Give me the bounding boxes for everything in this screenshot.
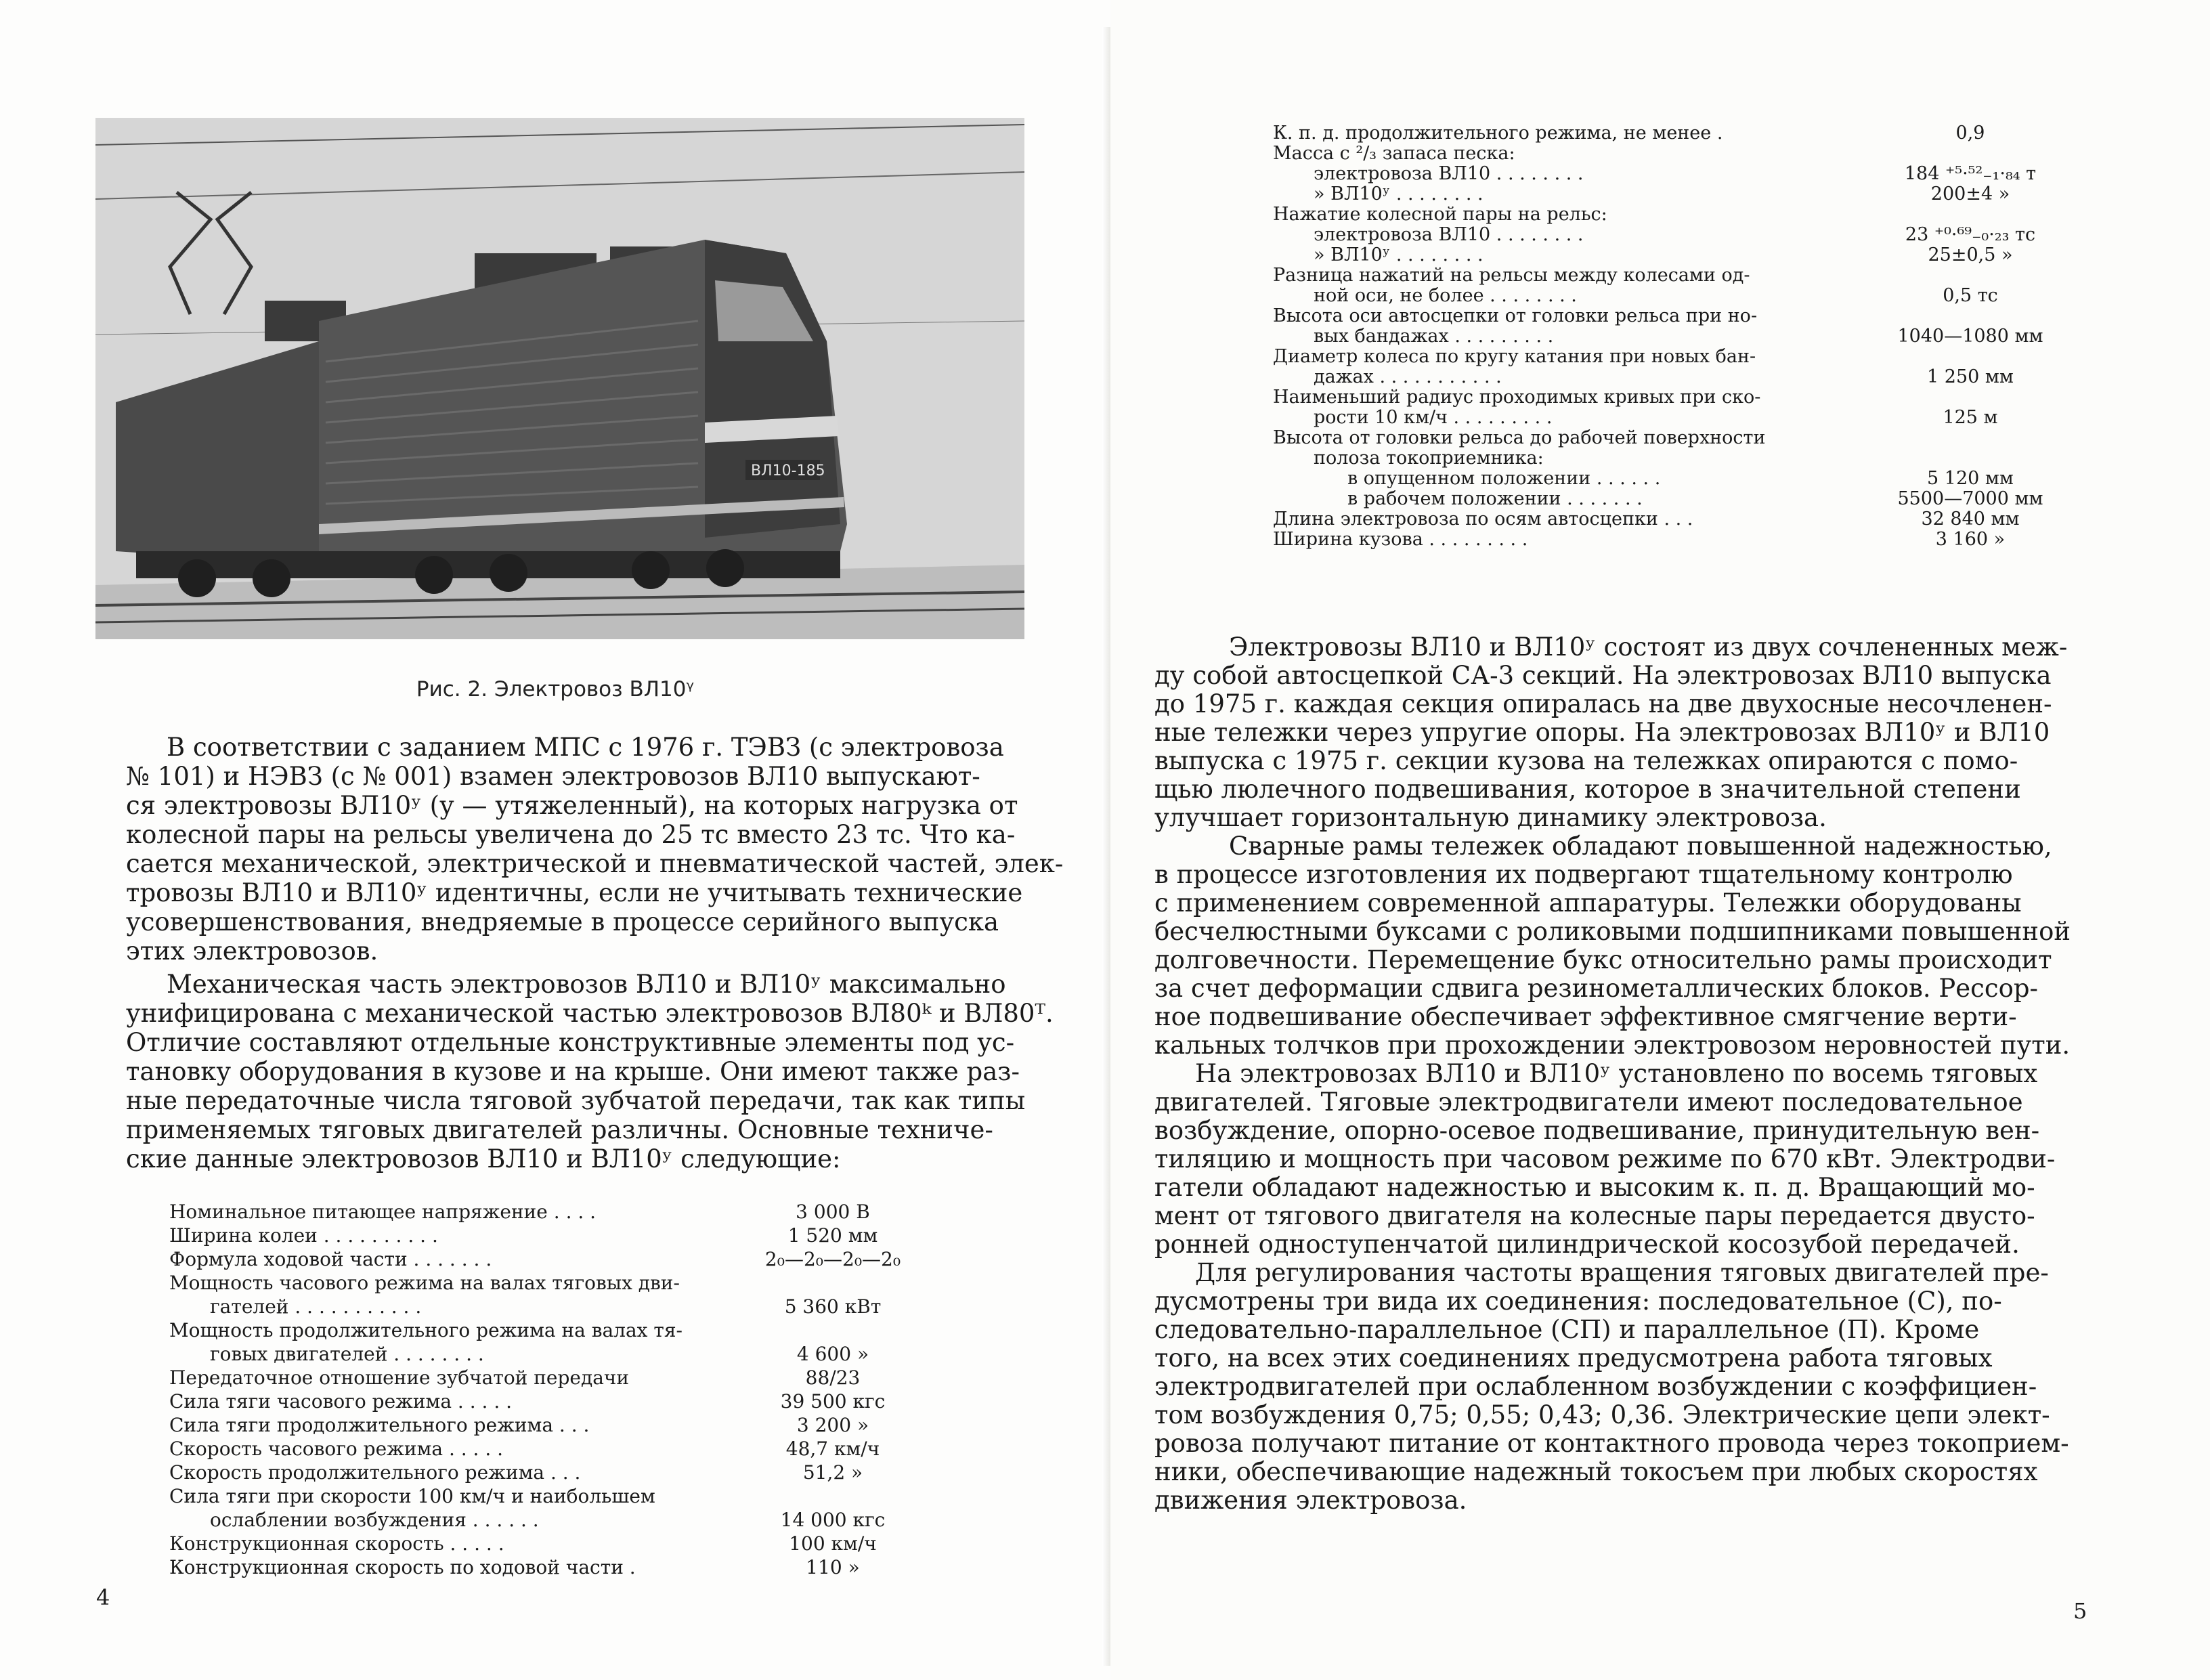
spec-value: 125 м bbox=[1943, 407, 1998, 428]
spec-row bbox=[1273, 306, 2072, 326]
text-line: дусмотрены три вида их соединения: последовательное (С), по- bbox=[1154, 1287, 2002, 1316]
text-line: долговечности. Перемещение букс относительно рамы происходит bbox=[1154, 945, 2052, 974]
spec-value: 88/23 bbox=[805, 1366, 861, 1389]
spec-value: 3 200 » bbox=[796, 1414, 869, 1436]
locomotive-photo bbox=[95, 118, 1024, 639]
spec-label: Конструкционная скорость по ходовой части . bbox=[169, 1556, 636, 1578]
spec-label: Мощность продолжительного режима на валах тя- bbox=[169, 1319, 682, 1341]
spec-row bbox=[169, 1342, 914, 1366]
spec-label: говых двигателей . . . . . . . . bbox=[210, 1343, 484, 1365]
spec-row bbox=[1273, 448, 2072, 469]
spec-label: Мощность часового режима на валах тяговых дви- bbox=[169, 1272, 680, 1294]
spec-row bbox=[169, 1224, 914, 1247]
text-line: сается механической, электрической и пневматической частей, элек- bbox=[126, 849, 1064, 878]
spec-value: 1 520 мм bbox=[787, 1224, 878, 1247]
text-line: бесчелюстными буксами с роликовыми подшипниками повышенной bbox=[1154, 917, 2071, 946]
spec-row bbox=[169, 1200, 914, 1224]
page-number: 4 bbox=[96, 1585, 110, 1610]
text-line: ские данные электровозов ВЛ10 и ВЛ10ʸ следующие: bbox=[126, 1144, 841, 1173]
spec-row bbox=[1273, 225, 2072, 245]
spec-value: 51,2 » bbox=[802, 1461, 863, 1484]
text-line: возбуждение, опорно-осевое подвешивание, принудительную вен- bbox=[1154, 1116, 2040, 1145]
spec-row bbox=[1273, 204, 2072, 225]
spec-label: Высота оси автосцепки от головки рельса при но- bbox=[1273, 305, 1758, 326]
text-line: применяемых тяговых двигателей различны. Основные техниче- bbox=[126, 1115, 993, 1144]
spec-label: Формула ходовой части . . . . . . . bbox=[169, 1248, 492, 1270]
spec-row bbox=[169, 1247, 914, 1271]
spec-value: 2₀—2₀—2₀—2₀ bbox=[764, 1248, 901, 1270]
text-line: ные тележки через упругие опоры. На электровозах ВЛ10ʸ и ВЛ10 bbox=[1154, 718, 2050, 747]
paragraph-motors bbox=[1154, 1060, 2116, 1259]
text-line: тровозы ВЛ10 и ВЛ10ʸ идентичны, если не учитывать технические bbox=[126, 878, 1023, 907]
spec-row bbox=[169, 1508, 914, 1532]
spec-label: вых бандажах . . . . . . . . . bbox=[1314, 326, 1554, 347]
text-line: за счет деформации сдвига резинометаллических блоков. Рессор- bbox=[1154, 974, 2039, 1003]
paragraph-bogies bbox=[1154, 832, 2116, 1060]
technical-specs-table bbox=[169, 1200, 914, 1579]
spec-label: Конструкционная скорость . . . . . bbox=[169, 1532, 504, 1555]
spec-row bbox=[1273, 326, 2072, 347]
spec-value: 1040—1080 мм bbox=[1897, 326, 2043, 347]
spec-label: электровоза ВЛ10 . . . . . . . . bbox=[1314, 224, 1584, 245]
number-plate: ВЛ10-185 bbox=[751, 462, 825, 479]
spec-label: рости 10 км/ч . . . . . . . . . bbox=[1314, 407, 1553, 428]
text-line: В соответствии с заданием МПС с 1976 г. ТЭВЗ (с электровоза bbox=[167, 733, 1004, 762]
text-line: следовательно-параллельное (СП) и параллельное (П). Кроме bbox=[1154, 1315, 1980, 1344]
text-line: щью люлечного подвешивания, которое в значительной степени bbox=[1154, 775, 2021, 804]
spec-label: Сила тяги продолжительного режима . . . bbox=[169, 1414, 590, 1436]
spec-row bbox=[1273, 530, 2072, 550]
spec-row bbox=[1273, 509, 2072, 530]
spec-value: 184 ⁺⁵·⁵²₋₁·₈₄ т bbox=[1904, 163, 2037, 184]
spec-row bbox=[1273, 123, 2072, 144]
spec-label: » ВЛ10ʸ . . . . . . . . bbox=[1314, 244, 1483, 265]
spec-label: полоза токоприемника: bbox=[1314, 448, 1544, 469]
spec-value: 39 500 кгс bbox=[780, 1390, 886, 1413]
text-line: ники, обеспечивающие надежный токосъем при любых скоростях bbox=[1154, 1457, 2038, 1486]
spec-label: К. п. д. продолжительного режима, не менее . bbox=[1273, 123, 1723, 144]
spec-row bbox=[1273, 265, 2072, 286]
spec-value: 23 ⁺⁰·⁶⁹₋₀·₂₃ тс bbox=[1905, 224, 2036, 245]
spec-label: Передаточное отношение зубчатой передачи bbox=[169, 1366, 630, 1389]
spec-value: 3 160 » bbox=[1935, 529, 2006, 550]
spec-row bbox=[1273, 367, 2072, 387]
spec-label: в опущенном положении . . . . . . bbox=[1347, 468, 1661, 489]
spec-label: Высота от головки рельса до рабочей поверхности bbox=[1273, 427, 1766, 448]
text-line: этих электровозов. bbox=[126, 936, 378, 966]
text-line: улучшает горизонтальную динамику электровоза. bbox=[1154, 803, 1827, 832]
text-line: ные передаточные числа тяговой зубчатой передачи, так как типы bbox=[126, 1086, 1026, 1115]
text-line: с применением современной аппаратуры. Тележки оборудованы bbox=[1154, 888, 2022, 918]
text-line: выпуска с 1975 г. секции кузова на тележках опираются с помо- bbox=[1154, 746, 2018, 775]
spec-label: ослаблении возбуждения . . . . . . bbox=[210, 1509, 539, 1531]
text-line: до 1975 г. каждая секция опиралась на две двухосные несочленен- bbox=[1154, 689, 2052, 718]
spec-label: Ширина колеи . . . . . . . . . . bbox=[169, 1224, 438, 1247]
spec-value: 5500—7000 мм bbox=[1897, 488, 2043, 509]
paragraph-mechanical bbox=[126, 970, 1054, 1173]
text-line: тиляцию и мощность при часовом режиме по 670 кВт. Электродви- bbox=[1154, 1144, 2056, 1173]
text-line: № 101) и НЭВЗ (с № 001) взамен электровозов ВЛ10 выпускают- bbox=[126, 762, 980, 791]
text-line: Электровозы ВЛ10 и ВЛ10ʸ состоят из двух сочлененных меж- bbox=[1229, 632, 2068, 662]
spec-label: электровоза ВЛ10 . . . . . . . . bbox=[1314, 163, 1584, 184]
locomotive-illustration bbox=[95, 118, 1024, 639]
text-line: движения электровоза. bbox=[1154, 1486, 1467, 1515]
spec-row bbox=[169, 1318, 914, 1342]
spec-row bbox=[1273, 428, 2072, 448]
technical-specs-table-continued bbox=[1273, 123, 2072, 550]
spec-value: 5 360 кВт bbox=[784, 1295, 882, 1318]
spec-value: 14 000 кгс bbox=[780, 1509, 886, 1531]
spec-label: Ширина кузова . . . . . . . . . bbox=[1273, 529, 1528, 550]
spec-row bbox=[1273, 387, 2072, 408]
text-line: в процессе изготовления их подвергают тщательному контролю bbox=[1154, 860, 2013, 889]
spec-row bbox=[169, 1295, 914, 1318]
spec-label: Скорость продолжительного режима . . . bbox=[169, 1461, 581, 1484]
spec-label: Сила тяги часового режима . . . . . bbox=[169, 1390, 513, 1413]
page-number: 5 bbox=[2073, 1598, 2087, 1624]
paragraph-intro bbox=[126, 733, 1064, 966]
spec-row bbox=[1273, 347, 2072, 367]
text-line: колесной пары на рельсы увеличена до 25 тс вместо 23 тс. Что ка- bbox=[126, 820, 1016, 849]
text-line: ся электровозы ВЛ10ʸ (у — утяжеленный), на которых нагрузка от bbox=[126, 791, 1018, 820]
text-line: ровоза получают питание от контактного провода через токоприем- bbox=[1154, 1429, 2069, 1458]
text-line: Отличие составляют отдельные конструктивные элементы под ус- bbox=[126, 1028, 1015, 1057]
spec-label: Диаметр колеса по кругу катания при новых бан- bbox=[1273, 346, 1756, 367]
spec-label: Нажатие колесной пары на рельс: bbox=[1273, 204, 1607, 225]
spec-row bbox=[169, 1532, 914, 1555]
spec-label: Скорость часового режима . . . . . bbox=[169, 1438, 504, 1460]
spec-row bbox=[169, 1413, 914, 1437]
spec-label: Масса с ²/₃ запаса песка: bbox=[1273, 143, 1515, 164]
text-line: электродвигателей при ослабленном возбуждении с коэффициен- bbox=[1154, 1372, 2037, 1401]
spec-row bbox=[1273, 164, 2072, 184]
spec-row bbox=[1273, 286, 2072, 306]
spec-label: » ВЛ10ʸ . . . . . . . . bbox=[1314, 184, 1483, 204]
spec-row bbox=[1273, 408, 2072, 428]
text-line: гатели обладают надежностью и высоким к. п. д. Вращающий мо- bbox=[1154, 1173, 2035, 1202]
spec-value: 0,5 тс bbox=[1943, 285, 1998, 306]
text-line: усовершенствования, внедряемые в процессе серийного выпуска bbox=[126, 907, 999, 936]
spec-row bbox=[169, 1437, 914, 1461]
text-line: Механическая часть электровозов ВЛ10 и ВЛ10ʸ максимально bbox=[167, 970, 1006, 999]
spec-value: 32 840 мм bbox=[1921, 509, 2020, 530]
spec-row bbox=[1273, 245, 2072, 265]
text-line: тановку оборудования в кузове и на крыше. Они имеют также раз- bbox=[126, 1057, 1020, 1086]
text-line: мент от тягового двигателя на колесные пары передается двусто- bbox=[1154, 1201, 2035, 1230]
spec-value: 25±0,5 » bbox=[1928, 244, 2013, 265]
text-line: ное подвешивание обеспечивает эффективное смягчение верти- bbox=[1154, 1002, 2017, 1031]
text-line: того, на всех этих соединениях предусмотрена работа тяговых bbox=[1154, 1343, 1993, 1373]
spec-row bbox=[169, 1390, 914, 1413]
spec-value: 3 000 В bbox=[796, 1201, 870, 1223]
spec-value: 200±4 » bbox=[1930, 184, 2010, 204]
spec-label: Сила тяги при скорости 100 км/ч и наибольшем bbox=[169, 1485, 655, 1507]
spec-value: 4 600 » bbox=[796, 1343, 869, 1365]
text-line: Сварные рамы тележек обладают повышенной надежностью, bbox=[1229, 832, 2052, 861]
spec-value: 0,9 bbox=[1955, 123, 1985, 144]
spec-label: гателей . . . . . . . . . . . bbox=[210, 1295, 422, 1318]
paragraph-regulation bbox=[1154, 1259, 2116, 1515]
spec-label: ной оси, не более . . . . . . . . bbox=[1314, 285, 1577, 306]
spec-row bbox=[169, 1555, 914, 1579]
text-line: двигателей. Тяговые электродвигатели имеют последовательное bbox=[1154, 1087, 2023, 1117]
spec-value: 110 » bbox=[806, 1556, 860, 1578]
spec-row bbox=[169, 1271, 914, 1295]
spec-row bbox=[1273, 489, 2072, 509]
text-line: На электровозах ВЛ10 и ВЛ10ʸ установлено по восемь тяговых bbox=[1195, 1059, 2038, 1088]
spec-label: Наименьший радиус проходимых кривых при ско- bbox=[1273, 387, 1761, 408]
spec-label: дажах . . . . . . . . . . . bbox=[1314, 366, 1502, 387]
figure-caption: Рис. 2. Электровоз ВЛ10ᵞ bbox=[416, 677, 695, 702]
spec-label: Номинальное питающее напряжение . . . . bbox=[169, 1201, 597, 1223]
spec-row bbox=[169, 1461, 914, 1484]
text-line: унифицирована с механической частью электровозов ВЛ80ᵏ и ВЛ80ᵀ. bbox=[126, 999, 1054, 1028]
spec-row bbox=[1273, 469, 2072, 489]
text-line: кальных толчков при прохождении электровозом неровностей пути. bbox=[1154, 1031, 2071, 1060]
spec-value: 100 км/ч bbox=[789, 1532, 877, 1555]
spec-label: в рабочем положении . . . . . . . bbox=[1347, 488, 1643, 509]
paragraph-sections bbox=[1154, 633, 2116, 832]
spec-value: 48,7 км/ч bbox=[785, 1438, 880, 1460]
spec-row bbox=[1273, 144, 2072, 164]
spec-row bbox=[169, 1484, 914, 1508]
text-line: Для регулирования частоты вращения тяговых двигателей пре- bbox=[1195, 1258, 2049, 1287]
spec-label: Длина электровоза по осям автосцепки . . . bbox=[1273, 509, 1693, 530]
spec-label: Разница нажатий на рельсы между колесами од- bbox=[1273, 265, 1750, 286]
spec-value: 1 250 мм bbox=[1927, 366, 2014, 387]
text-line: ронней одноступенчатой цилиндрической косозубой передачей. bbox=[1154, 1230, 2020, 1259]
text-line: ду собой автосцепкой СА-3 секций. На электровозах ВЛ10 выпуска bbox=[1154, 661, 2052, 690]
spec-row bbox=[169, 1366, 914, 1390]
text-line: том возбуждения 0,75; 0,55; 0,43; 0,36. Электрические цепи элект- bbox=[1154, 1400, 2050, 1429]
spec-value: 5 120 мм bbox=[1927, 468, 2014, 489]
spec-row bbox=[1273, 184, 2072, 204]
